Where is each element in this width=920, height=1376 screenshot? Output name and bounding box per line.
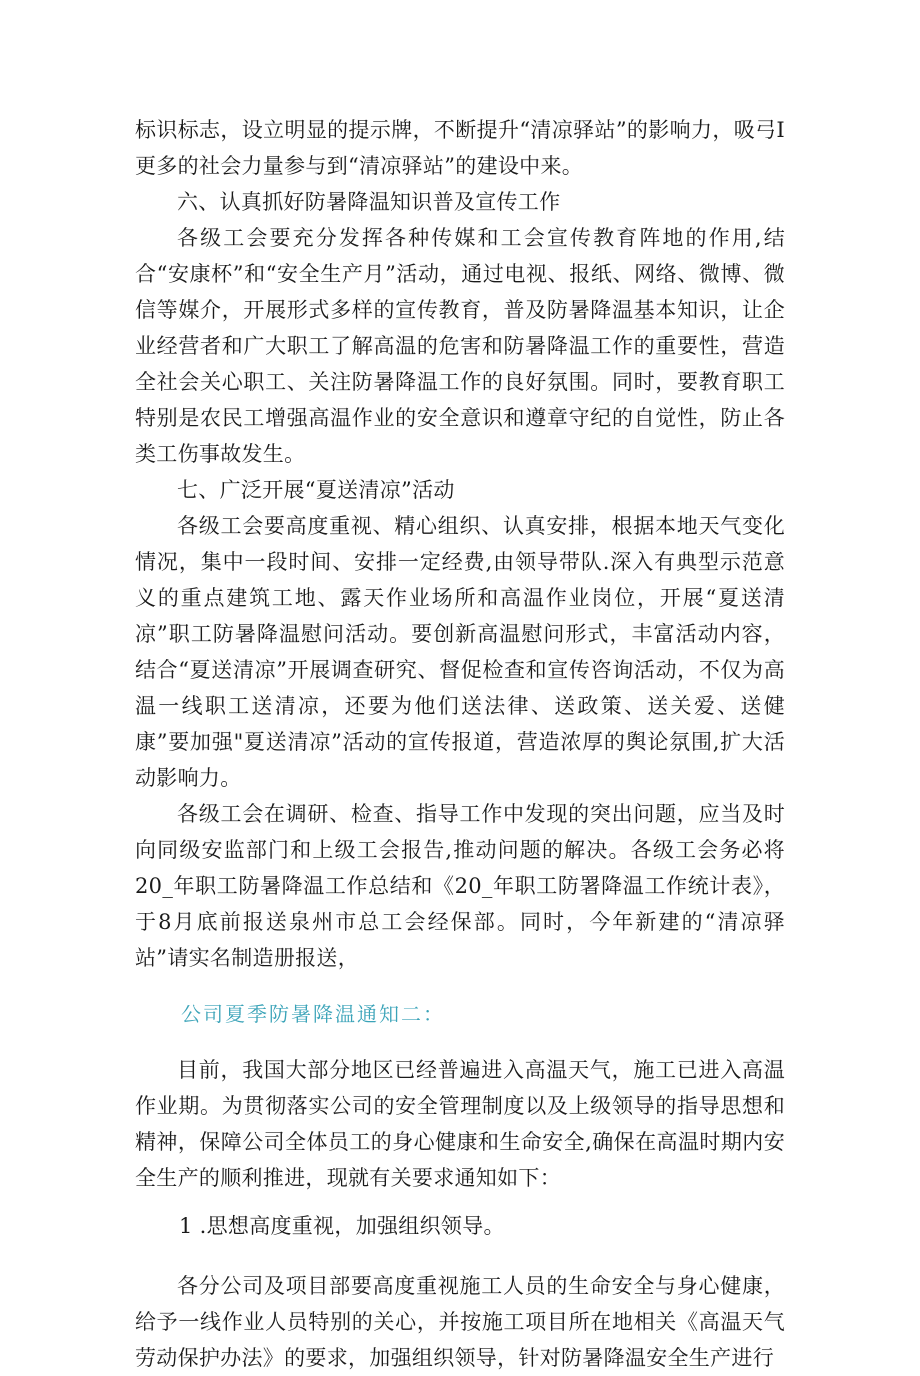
paragraph-continued: 标识标志，设立明显的提示牌，不断提升“清凉驿站”的影响力，吸弓I更多的社会力量参与到“清凉驿站”的建设中来。 [135, 118, 785, 178]
heading-section-6: 六、认真抓好防暑降温知识普及宣传工作 [177, 190, 561, 214]
spacer [135, 976, 785, 996]
paragraph-summer-cool: 各级工会要高度重视、精心组织、认真安排，根据本地天气变化情况，集中一段时间、安排一定经费,由领导带队.深入有典型示范意义的重点建筑工地、露天作业场所和高温作业岗位，开展“夏送清凉”职工防暑降温慰问活动。要创新高温慰问形式，丰富活动内容，结合“夏送清凉”开展调查研究、督促检查和宣传咨询活动，不仅为高温一线职工送清凉，还要为他们送法律、送政策、送关爱、送健康”要加强"夏送清凉”活动的宣传报道，营造浓厚的舆论氛围,扩大活动影响力。 [135, 514, 785, 790]
spacer [135, 1244, 785, 1268]
section-title-notice-2: 公司夏季防暑降温通知二： [181, 1002, 445, 1026]
list-item-1: 1 .思想高度重视，加强组织领导。 [179, 1214, 505, 1238]
heading-section-7: 七、广泛开展“夏送清凉”活动 [177, 478, 455, 502]
paragraph-reporting: 各级工会在调研、检查、指导工作中发现的突出问题，应当及时向同级安监部门和上级工会报告,推动问题的解决。各级工会务必将20_年职工防暑降温工作总结和《20_年职工防署降温工作统计表》，于8月底前报送泉州市总工会经保部。同时，今年新建的“清凉驿站”请实名制造册报送， [135, 802, 785, 970]
spacer [135, 1032, 785, 1052]
paragraph-intro: 目前，我国大部分地区已经普遍进入高温天气，施工已进入高温作业期。为贯彻落实公司的安全管理制度以及上级领导的指导思想和精神，保障公司全体员工的身心健康和生命安全,确保在高温时期内安全生产的顺利推进，现就有关要求通知如下： [135, 1058, 785, 1190]
document-body [135, 112, 785, 1376]
paragraph-publicity: 各级工会要充分发挥各种传媒和工会宣传教育阵地的作用,结合“安康杯”和“安全生产月”活动，通过电视、报纸、网络、微博、微信等媒介，开展形式多样的宣传教育，普及防暑降温基本知识，让企业经营者和广大职工了解高温的危害和防暑降温工作的重要性，营造全社会关心职工、关注防暑降温工作的良好氛围。同时，要教育职工特别是农民工增强高温作业的安全意识和遵章守纪的自觉性，防止各类工伤事故发生。 [135, 226, 785, 466]
spacer [135, 1196, 785, 1208]
paragraph-branches: 各分公司及项目部要高度重视施工人员的生命安全与身心健康，给予一线作业人员特别的关心，并按施工项目所在地相关《高温天气劳动保护办法》的要求，加强组织领导，针对防暑降温安全生产进行 [135, 1274, 785, 1370]
